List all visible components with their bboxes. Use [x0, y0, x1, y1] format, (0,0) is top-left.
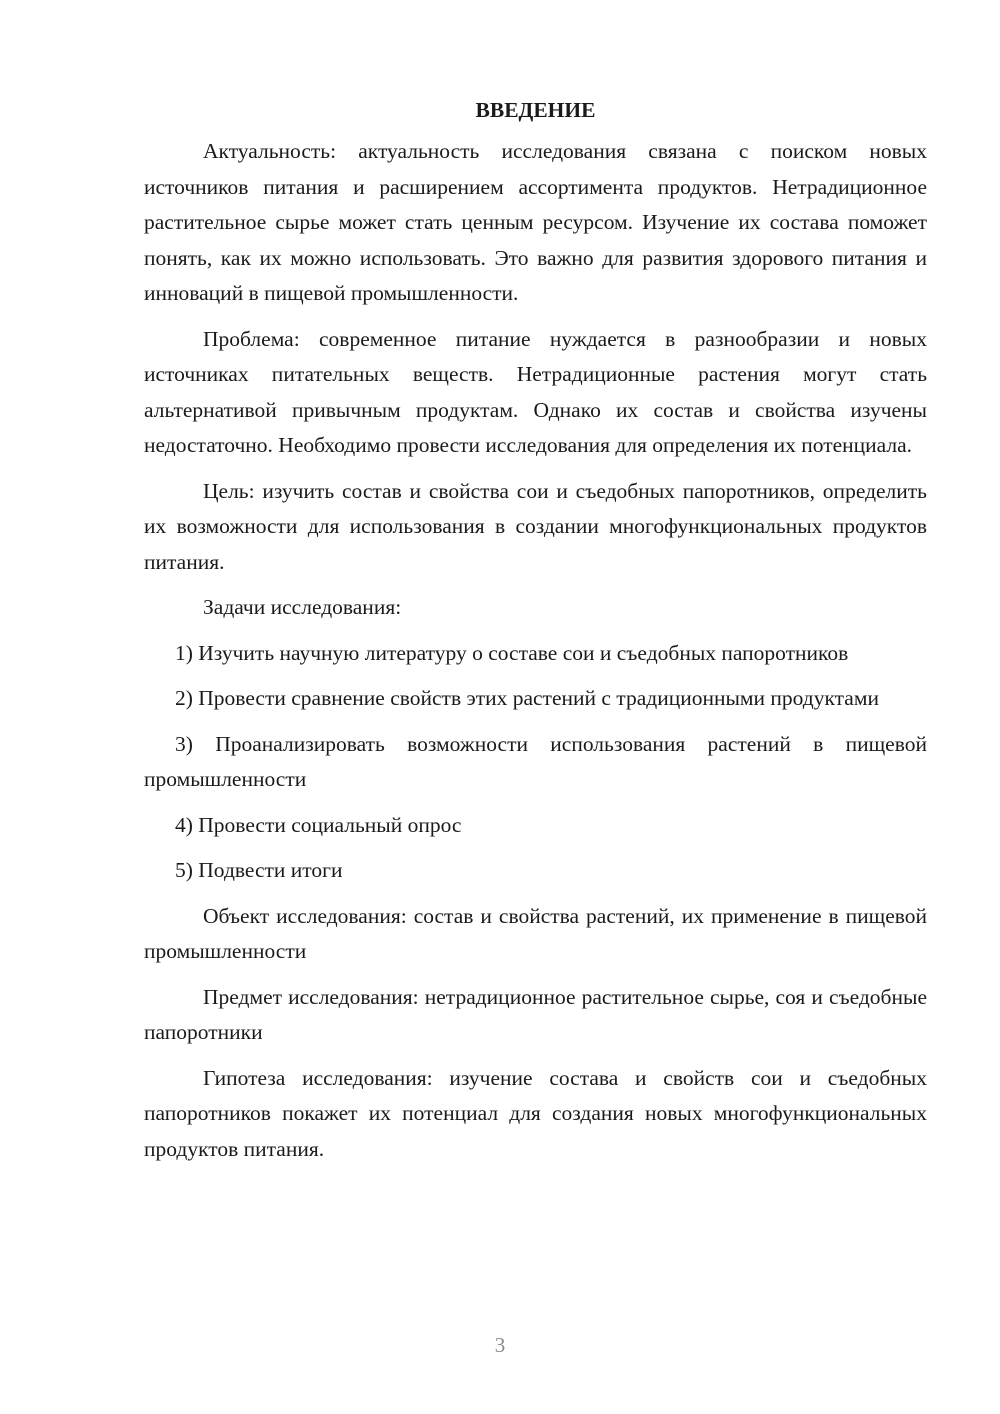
task-item-4: 4) Провести социальный опрос — [175, 812, 462, 837]
goal-paragraph: Цель: изучить состав и свойства сои и съедобных папоротников, определить их возможности для использования в создании многофункциональных продуктов питания. — [144, 478, 927, 574]
relevance-paragraph: Актуальность: актуальность исследования связана с поиском новых источников питания и расширением ассортимента продуктов. Нетрадиционное растительное сырье может стать ценным ресурсом. Изучение их состава поможет понять, как их можно использовать. Это важно для развития здорового питания и инноваций в пищевой промышленности. — [144, 139, 927, 305]
object-paragraph: Объект исследования: состав и свойства растений, их применение в пищевой промышленности — [144, 903, 927, 963]
problem-paragraph: Проблема: современное питание нуждается в разнообразии и новых источниках питательных веществ. Нетрадиционные растения могут стать альтернативой привычным продуктам. Однако их состав и свойства изучены недостаточно. Необходимо провести исследования для определения их потенциала. — [144, 326, 927, 457]
task-item-1: 1) Изучить научную литературу о составе сои и съедобных папоротников — [175, 640, 849, 665]
page-title: ВВЕДЕНИЕ — [475, 98, 596, 122]
task-item-3: 3) Проанализировать возможности использования растений в пищевой промышленности — [144, 731, 927, 791]
hypothesis-paragraph: Гипотеза исследования: изучение состава и свойств сои и съедобных папоротников покажет их потенциал для создания новых многофункциональных продуктов питания. — [144, 1065, 927, 1161]
document-page — [144, 92, 927, 1177]
tasks-heading: Задачи исследования: — [203, 595, 402, 619]
subject-paragraph: Предмет исследования: нетрадиционное растительное сырье, соя и съедобные папоротники — [144, 984, 927, 1044]
page-number: 3 — [494, 1333, 506, 1357]
task-item-5: 5) Подвести итоги — [175, 858, 343, 882]
task-item-2: 2) Провести сравнение свойств этих растений с традиционными продуктами — [175, 686, 879, 710]
